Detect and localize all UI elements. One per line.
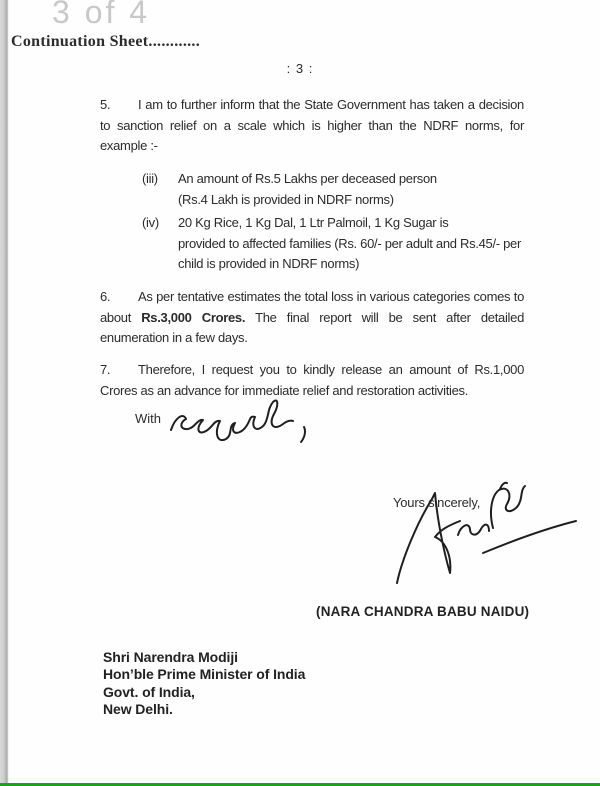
handwritten-regards-strokes	[166, 394, 321, 446]
address-line: Hon’ble Prime Minister of India	[103, 666, 306, 683]
scan-edge-shadow	[0, 0, 9, 786]
paragraph-6-text-continued: The final report will be sent after detailed enumeration in a few days.	[100, 309, 524, 346]
list-item-line: provided to affected families (Rs. 60/- per adult and Rs.45/- per	[178, 235, 522, 251]
signature-strokes	[390, 481, 592, 587]
paragraph-7-text: Therefore, I request you to kindly release an amount of Rs.1,000 Crores as an advance for immediate relief and restoration activities.	[100, 362, 524, 398]
list-item	[100, 213, 560, 275]
with-label: With	[135, 411, 161, 426]
handwritten-regards	[166, 394, 321, 451]
continuation-sheet-title: Continuation Sheet............	[11, 33, 201, 50]
address-line: New Delhi.	[103, 700, 173, 717]
list-item-line: child is provided in NDRF norms)	[178, 256, 360, 271]
signature-scrawl	[390, 481, 592, 592]
paragraph-6-number: 6.	[100, 289, 111, 304]
total-loss-amount: Rs.3,000 Crores.	[141, 309, 246, 325]
relief-examples-list	[100, 169, 560, 278]
closing-salutation: Yours sincerely,	[393, 495, 481, 510]
page-number: : 3 :	[286, 61, 314, 76]
paragraph-6	[100, 287, 524, 349]
paragraph-5-text: I am to further inform that the State Government has taken a decision to sanction relief on a scale which is higher than the NDRF norms, for example :-	[100, 97, 524, 154]
recipient-address	[103, 649, 305, 718]
signatory-name: (NARA CHANDRA BABU NAIDU)	[316, 604, 530, 619]
paragraph-7-number: 7.	[100, 362, 111, 377]
paragraph-6-text: As per tentative estimates the total loss in various categories comes to about	[100, 289, 524, 325]
list-item-label: (iii)	[142, 171, 158, 186]
paragraph-5	[100, 95, 524, 157]
list-item-line: (Rs.4 Lakh is provided in NDRF norms)	[178, 191, 394, 207]
list-item-line: 20 Kg Rice, 1 Kg Dal, 1 Ltr Palmoil, 1 Kg Sugar is	[178, 215, 449, 230]
list-item-label: (iv)	[142, 215, 159, 230]
page-indicator-watermark: 3 of 4	[52, 0, 151, 30]
address-line: Shri Narendra Modiji	[103, 649, 238, 665]
list-item	[100, 169, 560, 210]
list-item-line: An amount of Rs.5 Lakhs per deceased person	[178, 171, 437, 186]
address-line: Govt. of India,	[103, 683, 195, 700]
list-item-content	[178, 213, 560, 275]
list-item-content	[178, 169, 560, 210]
paragraph-5-number: 5.	[100, 97, 111, 112]
